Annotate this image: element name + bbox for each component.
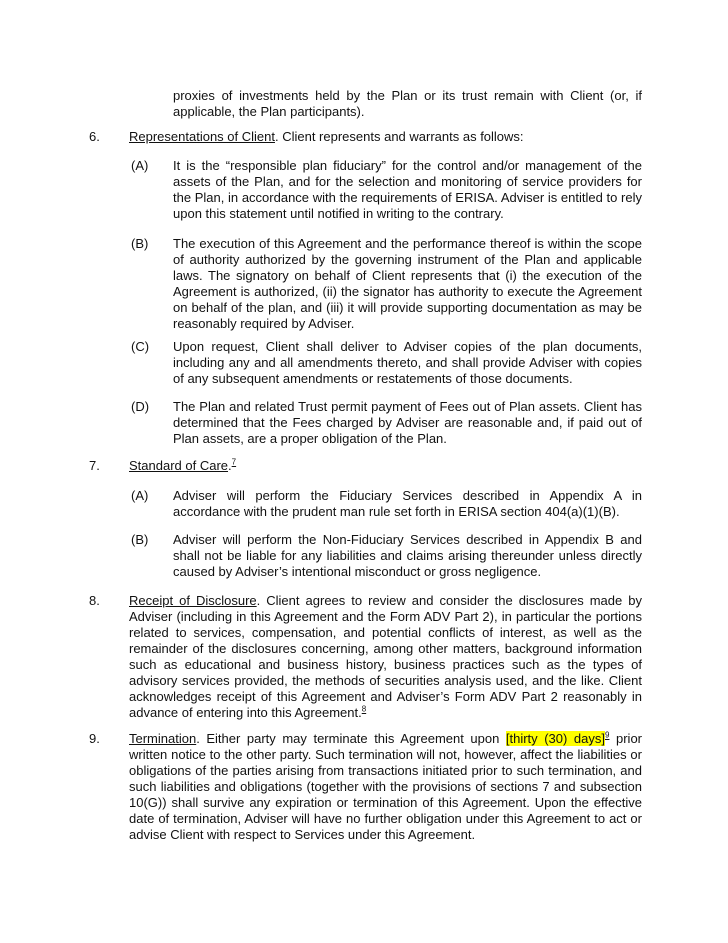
section-8-text: . Client agrees to review and consider the disclosures made by Adviser (including in this Agreement and the Form ADV Part 2), in particular the portions related to services, compensation, and potential conflicts of interest, as well as the remainder of the disclosures concerning, among other matters, background information such as educational and business history, business practices such as the types of advisory services provided, the methods of securities analysis used, and the like. Client acknowledges receipt of this Agreement and Adviser’s Form ADV Part 2 reasonably in advance of entering into this Agreement.	[129, 593, 642, 720]
section-6-title: Representations of Client	[129, 129, 275, 144]
section-6-item-d-label: (D)	[131, 399, 150, 414]
section-6-item-c-label: (C)	[131, 339, 150, 354]
section-6-item-c: Upon request, Client shall deliver to Adviser copies of the plan documents, including any and all amendments thereto, and shall provide Adviser with copies of any subsequent amendments or restatements of those documents.	[173, 339, 642, 386]
section-9-title: Termination	[129, 731, 197, 746]
section-8-paragraph	[129, 593, 642, 721]
section-7-item-b-label: (B)	[131, 532, 149, 547]
section-8-number: 8.	[89, 593, 100, 608]
section-7-item-b: Adviser will perform the Non-Fiduciary Services described in Appendix B and shall not be liable for any liabilities and claims arising thereunder unless directly caused by Adviser’s intentional misconduct or gross negligence.	[173, 532, 642, 579]
section-6-item-b-label: (B)	[131, 236, 149, 251]
footnote-8-marker[interactable]: 8	[361, 704, 367, 714]
section-6-heading	[129, 129, 642, 145]
section-7-heading	[129, 458, 642, 474]
section-6-item-a: It is the “responsible plan fiduciary” for the control and/or management of the assets of the Plan, and for the selection and monitoring of service providers for the Plan, in accordance with the requirements of ERISA. Adviser is entitled to rely upon this statement until notified in writing to the contrary.	[173, 158, 642, 221]
section-6-item-b: The execution of this Agreement and the performance thereof is within the scope of authority authorized by the governing instrument of the Plan and applicable laws. The signatory on behalf of Client represents that (i) the execution of the Agreement is authorized, (ii) the signator has authority to execute the Agreement on behalf of the plan, and (iii) it will provide supporting documentation as may be reasonably required by Adviser.	[173, 236, 642, 331]
section-7-text: .	[228, 458, 232, 473]
section-9-text-a: . Either party may terminate this Agreement upon	[196, 731, 506, 746]
section-9-paragraph	[129, 731, 642, 843]
termination-period-highlight: [thirty (30) days]	[505, 731, 605, 746]
section-7-title: Standard of Care	[129, 458, 229, 473]
section-7-item-a: Adviser will perform the Fiduciary Services described in Appendix A in accordance with the prudent man rule set forth in ERISA section 404(a)(1)(B).	[173, 488, 642, 519]
section-7-number: 7.	[89, 458, 100, 473]
section-9-text-b: prior written notice to the other party. Such termination will not, however, affect the liabilities or obligations of the parties arising from transactions initiated prior to such termination, and such liabilities and obligations (together with the provisions of sections 7 and subsection 10(G)) shall survive any expiration or termination of this Agreement. Upon the effective date of termination, Adviser will have no further obligation under this Agreement to act or advise Client with respect to Services under this Agreement.	[129, 731, 642, 842]
footnote-9-marker[interactable]: 9	[604, 730, 610, 740]
section-9-number: 9.	[89, 731, 100, 746]
section-8-title: Receipt of Disclosure	[129, 593, 257, 608]
section-6-item-a-label: (A)	[131, 158, 149, 173]
footnote-7-marker[interactable]: 7	[231, 457, 237, 467]
section-6-item-d: The Plan and related Trust permit payment of Fees out of Plan assets. Client has determined that the Fees charged by Adviser are reasonable and, if paid out of Plan assets, are a proper obligation of the Plan.	[173, 399, 642, 446]
intro-paragraph: proxies of investments held by the Plan or its trust remain with Client (or, if applicable, the Plan participants).	[173, 88, 642, 119]
section-6-number: 6.	[89, 129, 100, 144]
section-7-item-a-label: (A)	[131, 488, 149, 503]
section-6-text: . Client represents and warrants as follows:	[274, 129, 524, 144]
